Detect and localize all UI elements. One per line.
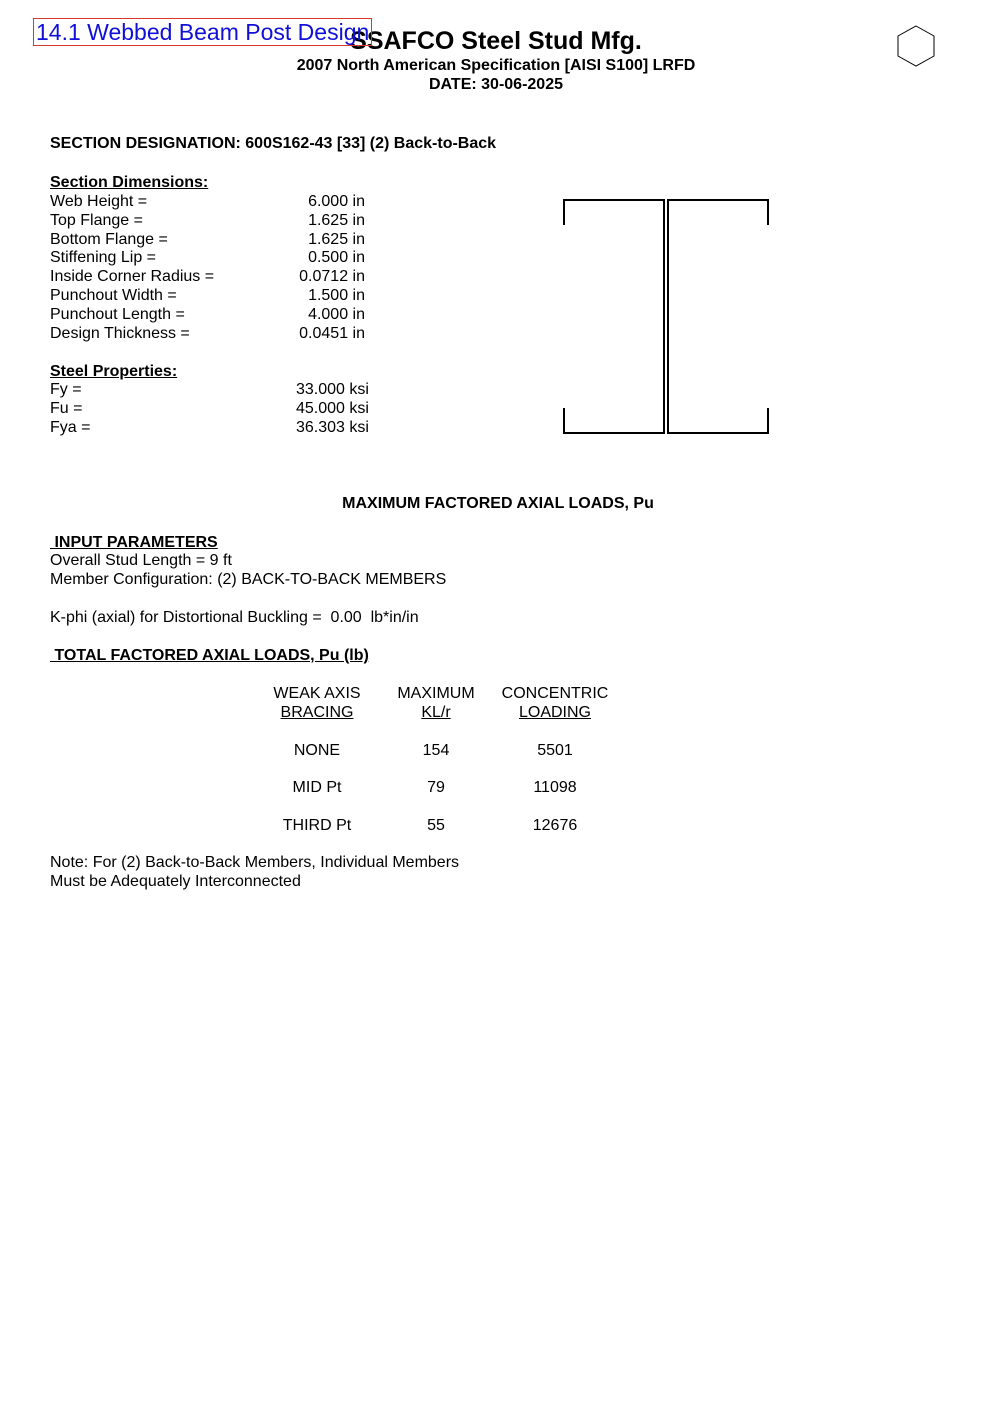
dimension-value: 6.000 in: [308, 193, 365, 210]
property-value: 36.303 ksi: [296, 419, 369, 436]
kphi-line: K-phi (axial) for Distortional Buckling = 0.00 lb*in/in: [50, 609, 419, 626]
left-stud-shape: [564, 200, 664, 433]
loading-cell: 12676: [532, 817, 578, 834]
dimension-value: 1.625 in: [308, 212, 365, 229]
dimension-label: Web Height =: [50, 193, 148, 210]
total-loads-heading: TOTAL FACTORED AXIAL LOADS, Pu (lb): [50, 647, 369, 664]
dimension-value: 0.500 in: [308, 249, 365, 266]
dimension-value: 1.625 in: [308, 231, 365, 248]
member-config-line: Member Configuration: (2) BACK-TO-BACK MEMBERS: [50, 571, 447, 588]
table-header: CONCENTRIC: [501, 685, 609, 702]
property-value: 45.000 ksi: [296, 400, 369, 417]
dimension-value: 4.000 in: [308, 306, 365, 323]
klr-cell: 154: [422, 742, 450, 759]
section-designation: SECTION DESIGNATION: 600S162-43 [33] (2) Back-to-Back: [50, 135, 497, 152]
property-value: 33.000 ksi: [296, 381, 369, 398]
bracing-cell: MID Pt: [292, 779, 342, 796]
company-title: SSAFCO Steel Stud Mfg.: [350, 27, 642, 55]
steel-properties-heading: Steel Properties:: [50, 363, 178, 380]
table-header: BRACING: [280, 704, 354, 721]
table-header: LOADING: [518, 704, 591, 721]
input-parameters-heading: INPUT PARAMETERS: [50, 534, 218, 551]
loading-cell: 11098: [533, 779, 577, 796]
section-dimensions-heading: Section Dimensions:: [50, 174, 209, 191]
dimension-label: Bottom Flange =: [50, 231, 168, 248]
date-line: DATE: 30-06-2025: [429, 76, 563, 93]
bracing-cell: NONE: [293, 742, 341, 759]
table-header: KL/r: [421, 704, 451, 721]
loading-cell: 5501: [537, 742, 573, 759]
dimension-label: Stiffening Lip =: [50, 249, 157, 266]
stud-length-line: Overall Stud Length = 9 ft: [50, 552, 232, 569]
dimension-label: Design Thickness =: [50, 325, 190, 342]
dimension-value: 0.0451 in: [299, 325, 365, 342]
property-label: Fy =: [50, 381, 82, 398]
property-label: Fu =: [50, 400, 83, 417]
bracing-cell: THIRD Pt: [282, 817, 352, 834]
max-loads-heading: MAXIMUM FACTORED AXIAL LOADS, Pu: [342, 495, 654, 512]
klr-cell: 55: [427, 817, 445, 834]
property-label: Fya =: [50, 419, 91, 436]
dimension-value: 1.500 in: [308, 287, 365, 304]
dimension-label: Punchout Width =: [50, 287, 177, 304]
hexagon-icon: [895, 24, 937, 73]
table-header: MAXIMUM: [397, 685, 475, 702]
dimension-value: 0.0712 in: [299, 268, 365, 285]
specification-line: 2007 North American Specification [AISI S100] LRFD: [296, 57, 696, 74]
klr-cell: 79: [427, 779, 445, 796]
right-stud-shape: [668, 200, 768, 433]
note-line-2: Must be Adequately Interconnected: [50, 873, 301, 890]
dimension-label: Inside Corner Radius =: [50, 268, 215, 285]
note-line-1: Note: For (2) Back-to-Back Members, Individual Members: [50, 854, 460, 871]
dimension-label: Top Flange =: [50, 212, 143, 229]
table-header: WEAK AXIS: [273, 685, 361, 702]
dimension-label: Punchout Length =: [50, 306, 185, 323]
bookmark-link[interactable]: 14.1 Webbed Beam Post Design: [33, 18, 372, 46]
section-drawing: [558, 195, 774, 439]
